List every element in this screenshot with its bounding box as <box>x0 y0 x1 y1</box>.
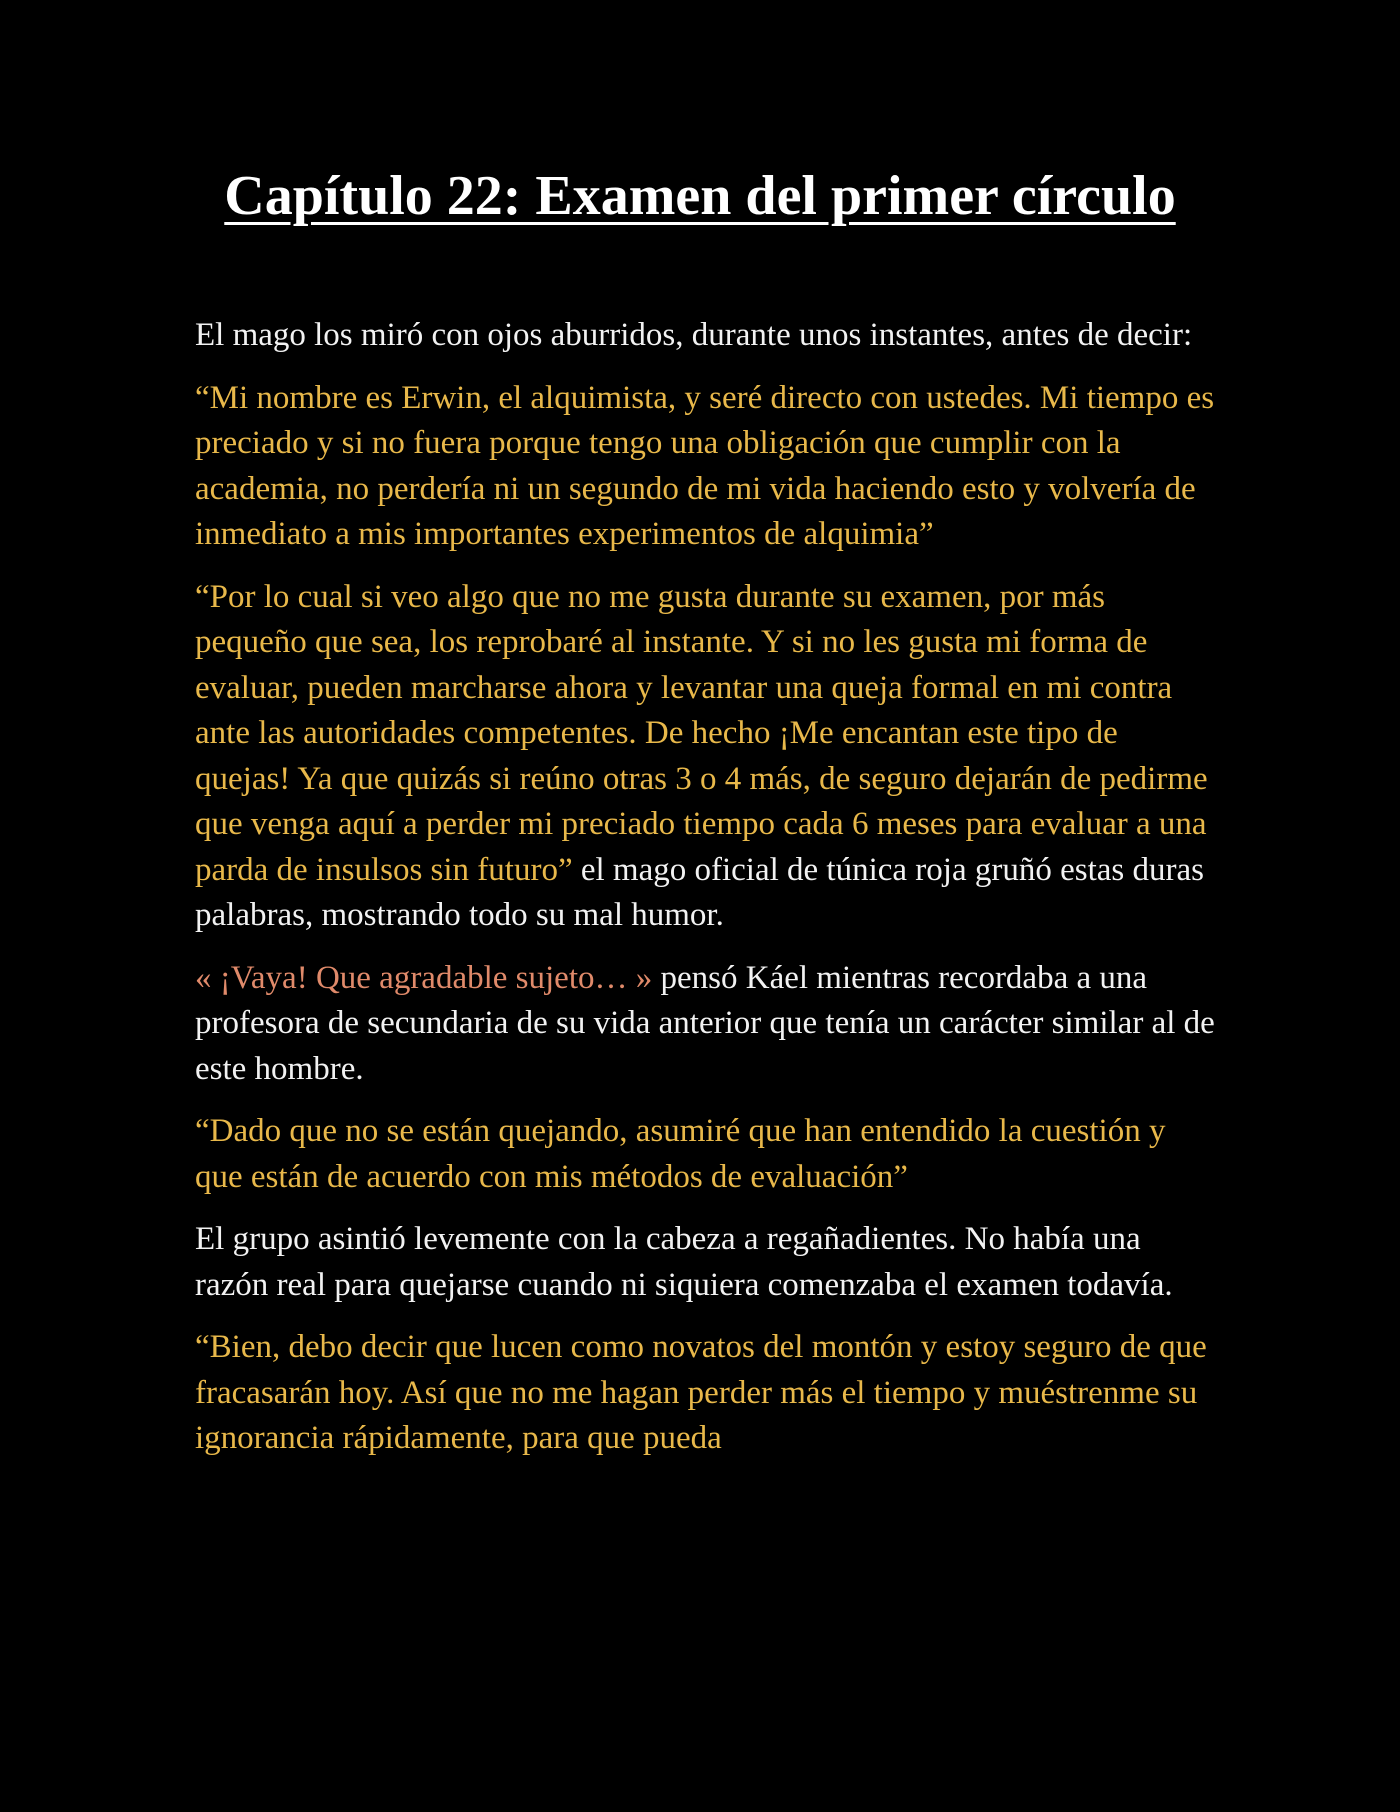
dialogue-text: “Bien, debo decir que lucen como novatos del montón y estoy seguro de que fracasarán hoy. Así que no me hagan perder más el tiempo y muéstrenme su ignorancia rápidamente, para que pueda <box>195 1329 1207 1456</box>
narration-text: el mago oficial de túnica roja gruñó estas duras palabras, mostrando todo su mal humor. <box>195 851 1204 933</box>
narration-text: El grupo asintió levemente con la cabeza a regañadientes. No había una razón real para quejarse cuando ni siquiera comenzaba el examen todavía. <box>195 1221 1173 1303</box>
narration-text: pensó Káel mientras recordaba a una profesora de secundaria de su vida anterior que tenía un carácter similar al de este hombre. <box>195 959 1215 1087</box>
dialogue-text: “Mi nombre es Erwin, el alquimista, y seré directo con ustedes. Mi tiempo es preciado y si no fuera porque tengo una obligación que cumplir con la academia, no perdería ni un segundo de mi vida haciendo esto y volvería de inmediato a mis importantes experimentos de alquimia” <box>195 379 1215 552</box>
chapter-body <box>195 313 1215 1479</box>
paragraph-6 <box>195 1217 1215 1308</box>
dialogue-text: “Dado que no se están quejando, asumiré que han entendido la cuestión y que están de acuerdo con mis métodos de evaluación” <box>195 1113 1166 1195</box>
paragraph-1 <box>195 313 1215 359</box>
narration-text: El mago los miró con ojos aburridos, durante unos instantes, antes de decir: <box>195 317 1193 353</box>
chapter-title: Capítulo 22: Examen del primer círculo <box>224 165 1176 227</box>
paragraph-3 <box>195 575 1215 939</box>
paragraph-2 <box>195 376 1215 558</box>
dialogue-text: “Por lo cual si veo algo que no me gusta durante su examen, por más pequeño que sea, los reprobaré al instante. Y si no les gusta mi forma de evaluar, pueden marcharse ahora y levantar una queja formal en mi contra ante las autoridades competentes. De hecho ¡Me encantan este tipo de quejas! Ya que quizás si reúno otras 3 o 4 más, de seguro dejarán de pedirme que venga aquí a perder mi preciado tiempo cada 6 meses para evaluar a una parda de insulsos sin futuro” <box>195 578 1208 888</box>
paragraph-4 <box>195 956 1215 1093</box>
paragraph-5 <box>195 1109 1215 1200</box>
thought-text: « ¡Vaya! Que agradable sujeto… » <box>195 959 653 996</box>
paragraph-7 <box>195 1325 1215 1462</box>
